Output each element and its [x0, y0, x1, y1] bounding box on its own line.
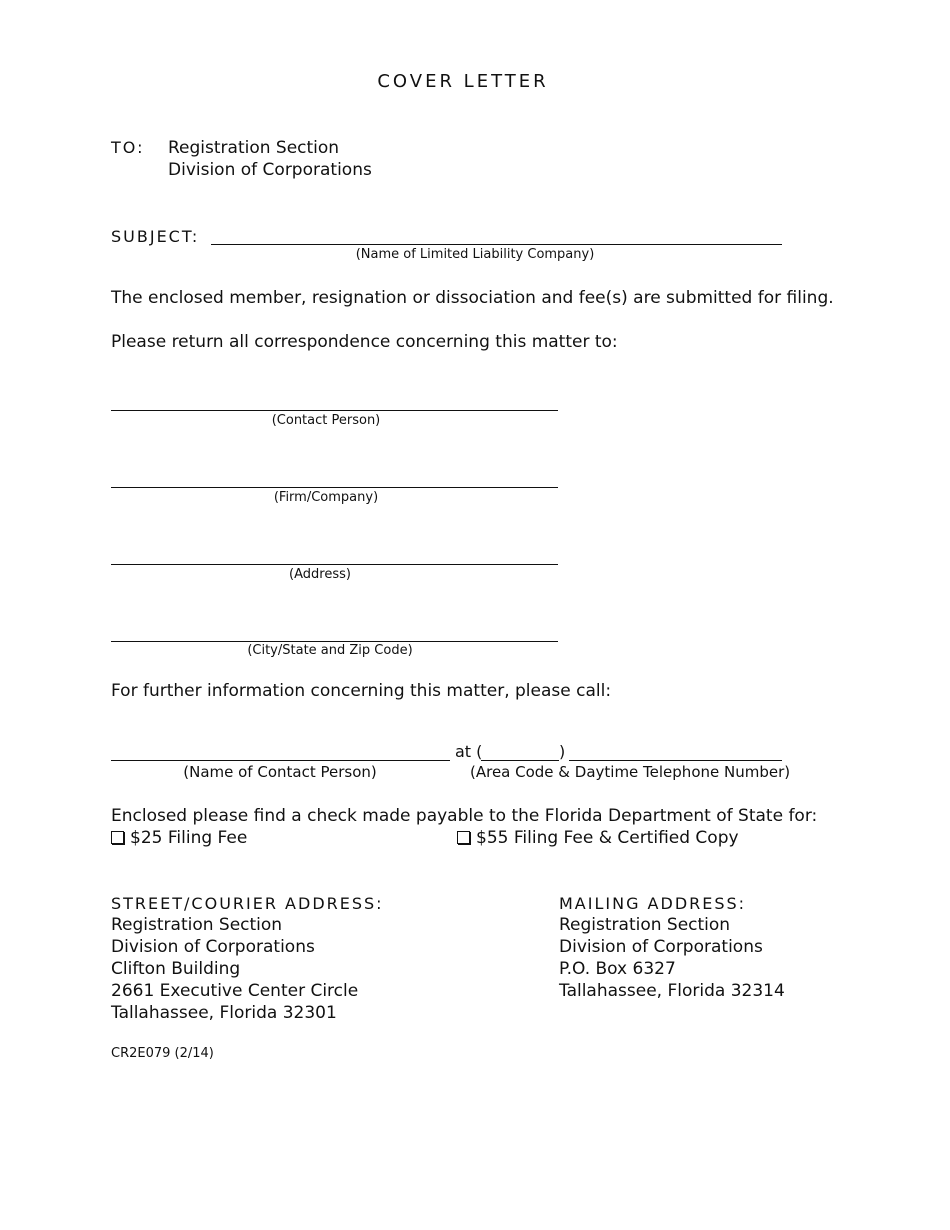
street-address-block: [111, 914, 358, 1024]
subject-label: SUBJECT:: [111, 227, 200, 246]
mailing-address-block: [559, 914, 785, 1002]
to-line-1: Registration Section: [168, 138, 340, 158]
street-address-heading: STREET/COURIER ADDRESS:: [111, 894, 384, 913]
close-paren: ): [559, 742, 566, 761]
area-code-line[interactable]: [481, 760, 559, 761]
subject-line[interactable]: [211, 244, 782, 245]
to-line-2: Division of Corporations: [168, 160, 372, 180]
mailing-address-heading: MAILING ADDRESS:: [559, 894, 747, 913]
firm-company-caption: (Firm/Company): [273, 490, 379, 505]
contact-person-caption: (Contact Person): [271, 413, 381, 428]
contact-person-line[interactable]: [111, 410, 558, 411]
mailing-address-line: Division of Corporations: [559, 937, 763, 957]
street-address-line: Registration Section: [111, 915, 283, 935]
checkbox-25-fee[interactable]: [111, 831, 124, 844]
mailing-address-line: Tallahassee, Florida 32314: [559, 981, 785, 1001]
city-state-zip-caption: (City/State and Zip Code): [247, 643, 413, 658]
form-code: CR2E079 (2/14): [111, 1046, 214, 1061]
option-25-fee-label: $25 Filing Fee: [130, 828, 248, 848]
at-label: at (: [455, 742, 483, 761]
contact-name-line[interactable]: [111, 760, 450, 761]
option-25-fee[interactable]: [111, 828, 247, 848]
checkbox-55-fee[interactable]: [457, 831, 470, 844]
paragraph-enclosed: The enclosed member, resignation or dissociation and fee(s) are submitted for filing.: [111, 288, 834, 308]
street-address-line: 2661 Executive Center Circle: [111, 981, 359, 1001]
option-55-fee[interactable]: [457, 828, 739, 848]
further-info-text: For further information concerning this matter, please call:: [111, 681, 612, 701]
city-state-zip-line[interactable]: [111, 641, 558, 642]
paragraph-return: Please return all correspondence concerning this matter to:: [111, 332, 618, 352]
option-55-fee-label: $55 Filing Fee & Certified Copy: [476, 828, 739, 848]
phone-number-line[interactable]: [569, 760, 782, 761]
contact-name-caption: (Name of Contact Person): [183, 763, 377, 781]
check-text: Enclosed please find a check made payable to the Florida Department of State for:: [111, 806, 818, 826]
address-caption: (Address): [289, 567, 351, 582]
document-title: COVER LETTER: [377, 71, 549, 92]
address-line[interactable]: [111, 564, 558, 565]
street-address-line: Division of Corporations: [111, 937, 315, 957]
subject-caption: (Name of Limited Liability Company): [355, 247, 595, 262]
firm-company-line[interactable]: [111, 487, 558, 488]
mailing-address-line: P.O. Box 6327: [559, 959, 676, 979]
mailing-address-line: Registration Section: [559, 915, 731, 935]
street-address-line: Tallahassee, Florida 32301: [111, 1003, 337, 1023]
to-label: TO:: [111, 138, 145, 157]
street-address-line: Clifton Building: [111, 959, 241, 979]
phone-caption: (Area Code & Daytime Telephone Number): [470, 763, 791, 781]
